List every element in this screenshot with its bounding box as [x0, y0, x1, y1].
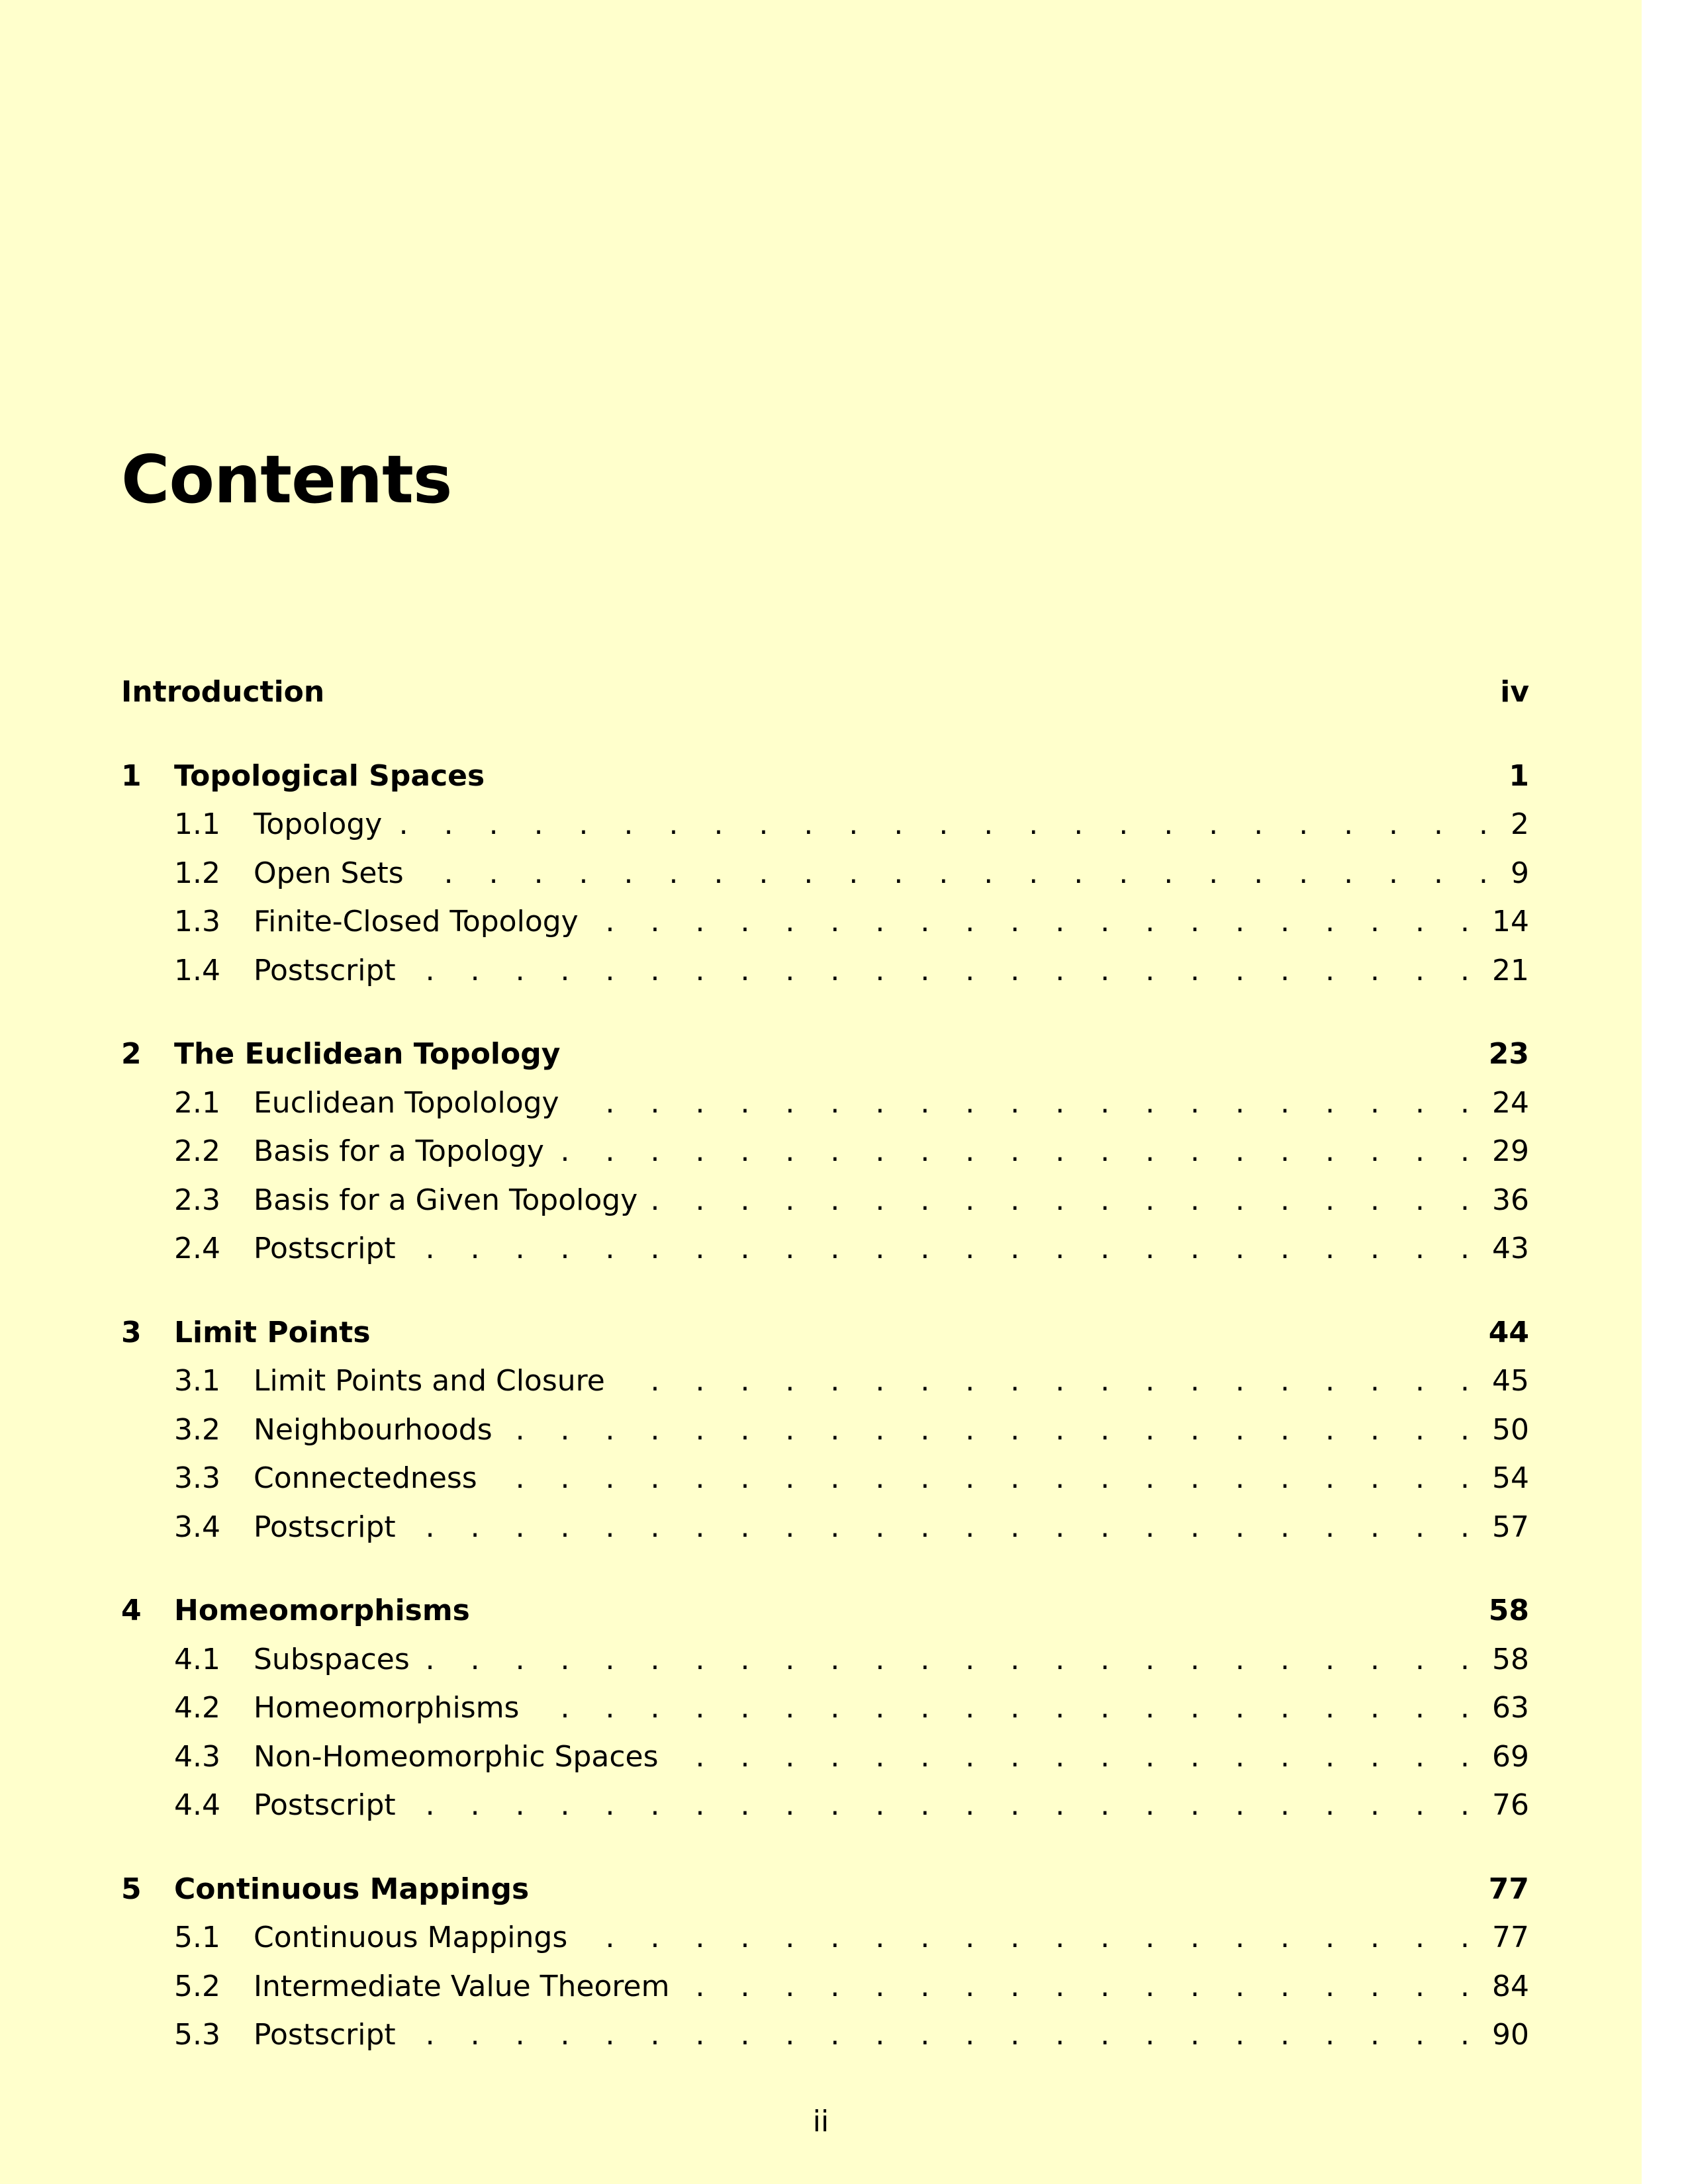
- toc-section-page: 69: [1492, 1739, 1529, 1774]
- dot-leader: [391, 807, 1501, 841]
- toc-section-number: 2.4: [174, 1232, 220, 1265]
- dot-leader: [487, 1461, 1483, 1495]
- toc-section-number: 4.4: [174, 1788, 220, 1822]
- toc-chapter-4[interactable]: [121, 1594, 1529, 1643]
- toc-section-page: 77: [1492, 1921, 1529, 1954]
- toc-section-5-2[interactable]: [121, 1970, 1529, 2019]
- toc-chapters: [121, 759, 1529, 2067]
- toc-section-3-2[interactable]: [121, 1413, 1529, 1462]
- toc-section-number: 5.2: [174, 1969, 220, 2003]
- dot-leader: [405, 2018, 1483, 2052]
- toc-section-page: 24: [1492, 1085, 1529, 1120]
- toc-section-1-3[interactable]: [121, 905, 1529, 954]
- toc-section-number: 4.1: [174, 1642, 220, 1676]
- toc-section-label: Homeomorphisms: [254, 1691, 520, 1725]
- toc-section-number: 4.3: [174, 1739, 220, 1774]
- dot-leader: [405, 1788, 1483, 1822]
- toc-section-5-3[interactable]: [121, 2018, 1529, 2067]
- toc-chapter-page: 44: [1488, 1315, 1529, 1349]
- page-title: Contents: [121, 441, 452, 518]
- toc-section-number: 1.2: [174, 856, 220, 890]
- toc-section-number: 1.1: [174, 807, 220, 841]
- toc-entry-label: Introduction: [121, 675, 325, 709]
- toc-section-page: 58: [1492, 1642, 1529, 1676]
- toc-chapter-page: 23: [1488, 1037, 1529, 1071]
- toc-section-4-2[interactable]: [121, 1691, 1529, 1740]
- toc-section-4-4[interactable]: [121, 1788, 1529, 1837]
- toc-entry-page: iv: [1500, 675, 1529, 709]
- dot-leader: [577, 1921, 1483, 1954]
- toc-section-label: Non-Homeomorphic Spaces: [254, 1739, 659, 1774]
- dot-leader: [405, 954, 1483, 987]
- dot-leader: [502, 1413, 1483, 1447]
- toc-section-label: Neighbourhoods: [254, 1412, 492, 1447]
- toc-section-page: 45: [1492, 1364, 1529, 1398]
- toc-section-label: Postscript: [254, 1788, 396, 1822]
- toc-section-page: 90: [1492, 2018, 1529, 2052]
- toc-section-label: Basis for a Topology: [254, 1134, 544, 1168]
- dot-leader: [405, 1510, 1483, 1544]
- toc-chapter-page: 58: [1488, 1594, 1529, 1627]
- toc-section-number: 3.3: [174, 1461, 220, 1495]
- toc-chapter-number: 4: [121, 1594, 142, 1627]
- toc-section-label: Postscript: [254, 2018, 396, 2052]
- toc-section-1-1[interactable]: [121, 807, 1529, 856]
- toc-section-label: Continuous Mappings: [254, 1921, 568, 1954]
- toc-chapter-label: Limit Points: [174, 1315, 371, 1349]
- dot-leader: [419, 1643, 1483, 1676]
- toc-chapter-label: The Euclidean Topology: [174, 1037, 561, 1071]
- toc-section-page: 14: [1492, 905, 1529, 938]
- dot-leader: [553, 1134, 1483, 1168]
- toc-section-label: Connectedness: [254, 1461, 477, 1495]
- toc-section-number: 1.4: [174, 953, 220, 987]
- toc-section-number: 5.1: [174, 1921, 220, 1954]
- dot-leader: [647, 1183, 1483, 1217]
- toc-section-page: 21: [1492, 953, 1529, 987]
- toc-chapter-number: 5: [121, 1872, 142, 1906]
- toc-section-label: Postscript: [254, 953, 396, 987]
- toc-chapter-page: 77: [1488, 1872, 1529, 1906]
- toc-section-number: 4.2: [174, 1691, 220, 1725]
- table-of-contents: [121, 675, 1529, 2067]
- toc-chapter-1[interactable]: [121, 759, 1529, 808]
- toc-section-number: 3.4: [174, 1510, 220, 1544]
- dot-leader: [405, 1232, 1483, 1265]
- toc-section-label: Postscript: [254, 1232, 396, 1265]
- toc-section-2-1[interactable]: [121, 1086, 1529, 1135]
- toc-section-3-1[interactable]: [121, 1364, 1529, 1413]
- toc-section-page: 63: [1492, 1691, 1529, 1725]
- toc-chapter-label: Homeomorphisms: [174, 1594, 470, 1627]
- toc-section-label: Topology: [254, 807, 383, 841]
- toc-section-3-4[interactable]: [121, 1510, 1529, 1559]
- dot-leader: [528, 1691, 1483, 1725]
- toc-chapter-label: Topological Spaces: [174, 758, 485, 793]
- toc-section-page: 29: [1492, 1134, 1529, 1168]
- toc-section-4-3[interactable]: [121, 1740, 1529, 1789]
- toc-chapter-number: 1: [121, 758, 142, 793]
- toc-section-1-2[interactable]: [121, 856, 1529, 905]
- toc-section-3-3[interactable]: [121, 1461, 1529, 1510]
- toc-section-5-1[interactable]: [121, 1921, 1529, 1970]
- toc-section-2-3[interactable]: [121, 1183, 1529, 1232]
- toc-section-1-4[interactable]: [121, 954, 1529, 1003]
- toc-section-page: 36: [1492, 1183, 1529, 1217]
- toc-section-label: Intermediate Value Theorem: [254, 1969, 670, 2003]
- dot-leader: [614, 1364, 1483, 1398]
- dot-leader: [413, 856, 1501, 890]
- toc-section-number: 5.3: [174, 2018, 220, 2052]
- toc-chapter-label: Continuous Mappings: [174, 1872, 530, 1906]
- toc-section-page: 84: [1492, 1969, 1529, 2003]
- toc-section-number: 1.3: [174, 905, 220, 938]
- toc-section-number: 2.1: [174, 1085, 220, 1120]
- toc-chapter-2[interactable]: [121, 1037, 1529, 1086]
- dot-leader: [668, 1740, 1483, 1774]
- toc-section-2-2[interactable]: [121, 1134, 1529, 1183]
- toc-section-page: 2: [1511, 807, 1529, 841]
- toc-section-page: 54: [1492, 1461, 1529, 1495]
- toc-section-4-1[interactable]: [121, 1643, 1529, 1692]
- toc-section-label: Postscript: [254, 1510, 396, 1544]
- toc-section-label: Subspaces: [254, 1642, 410, 1676]
- toc-section-page: 50: [1492, 1412, 1529, 1447]
- dot-leader: [679, 1970, 1483, 2003]
- toc-section-number: 2.2: [174, 1134, 220, 1168]
- page-number-footer: ii: [812, 2105, 829, 2138]
- toc-section-2-4[interactable]: [121, 1232, 1529, 1281]
- toc-section-number: 3.2: [174, 1412, 220, 1447]
- toc-entry-introduction[interactable]: [121, 675, 1529, 724]
- toc-section-number: 2.3: [174, 1183, 220, 1217]
- toc-section-page: 43: [1492, 1232, 1529, 1265]
- toc-section-label: Euclidean Topolology: [254, 1085, 559, 1120]
- toc-section-page: 76: [1492, 1788, 1529, 1822]
- toc-section-number: 3.1: [174, 1364, 220, 1398]
- toc-section-page: 9: [1511, 856, 1529, 890]
- toc-chapter-5[interactable]: [121, 1872, 1529, 1921]
- toc-chapter-number: 3: [121, 1315, 142, 1349]
- toc-section-label: Basis for a Given Topology: [254, 1183, 638, 1217]
- toc-section-label: Open Sets: [254, 856, 404, 890]
- toc-section-label: Finite-Closed Topology: [254, 905, 579, 938]
- toc-chapter-3[interactable]: [121, 1316, 1529, 1365]
- toc-chapter-page: 1: [1509, 758, 1529, 793]
- toc-section-label: Limit Points and Closure: [254, 1364, 605, 1398]
- dot-leader: [588, 905, 1483, 938]
- dot-leader: [569, 1086, 1483, 1120]
- toc-section-page: 57: [1492, 1510, 1529, 1544]
- toc-chapter-number: 2: [121, 1037, 142, 1071]
